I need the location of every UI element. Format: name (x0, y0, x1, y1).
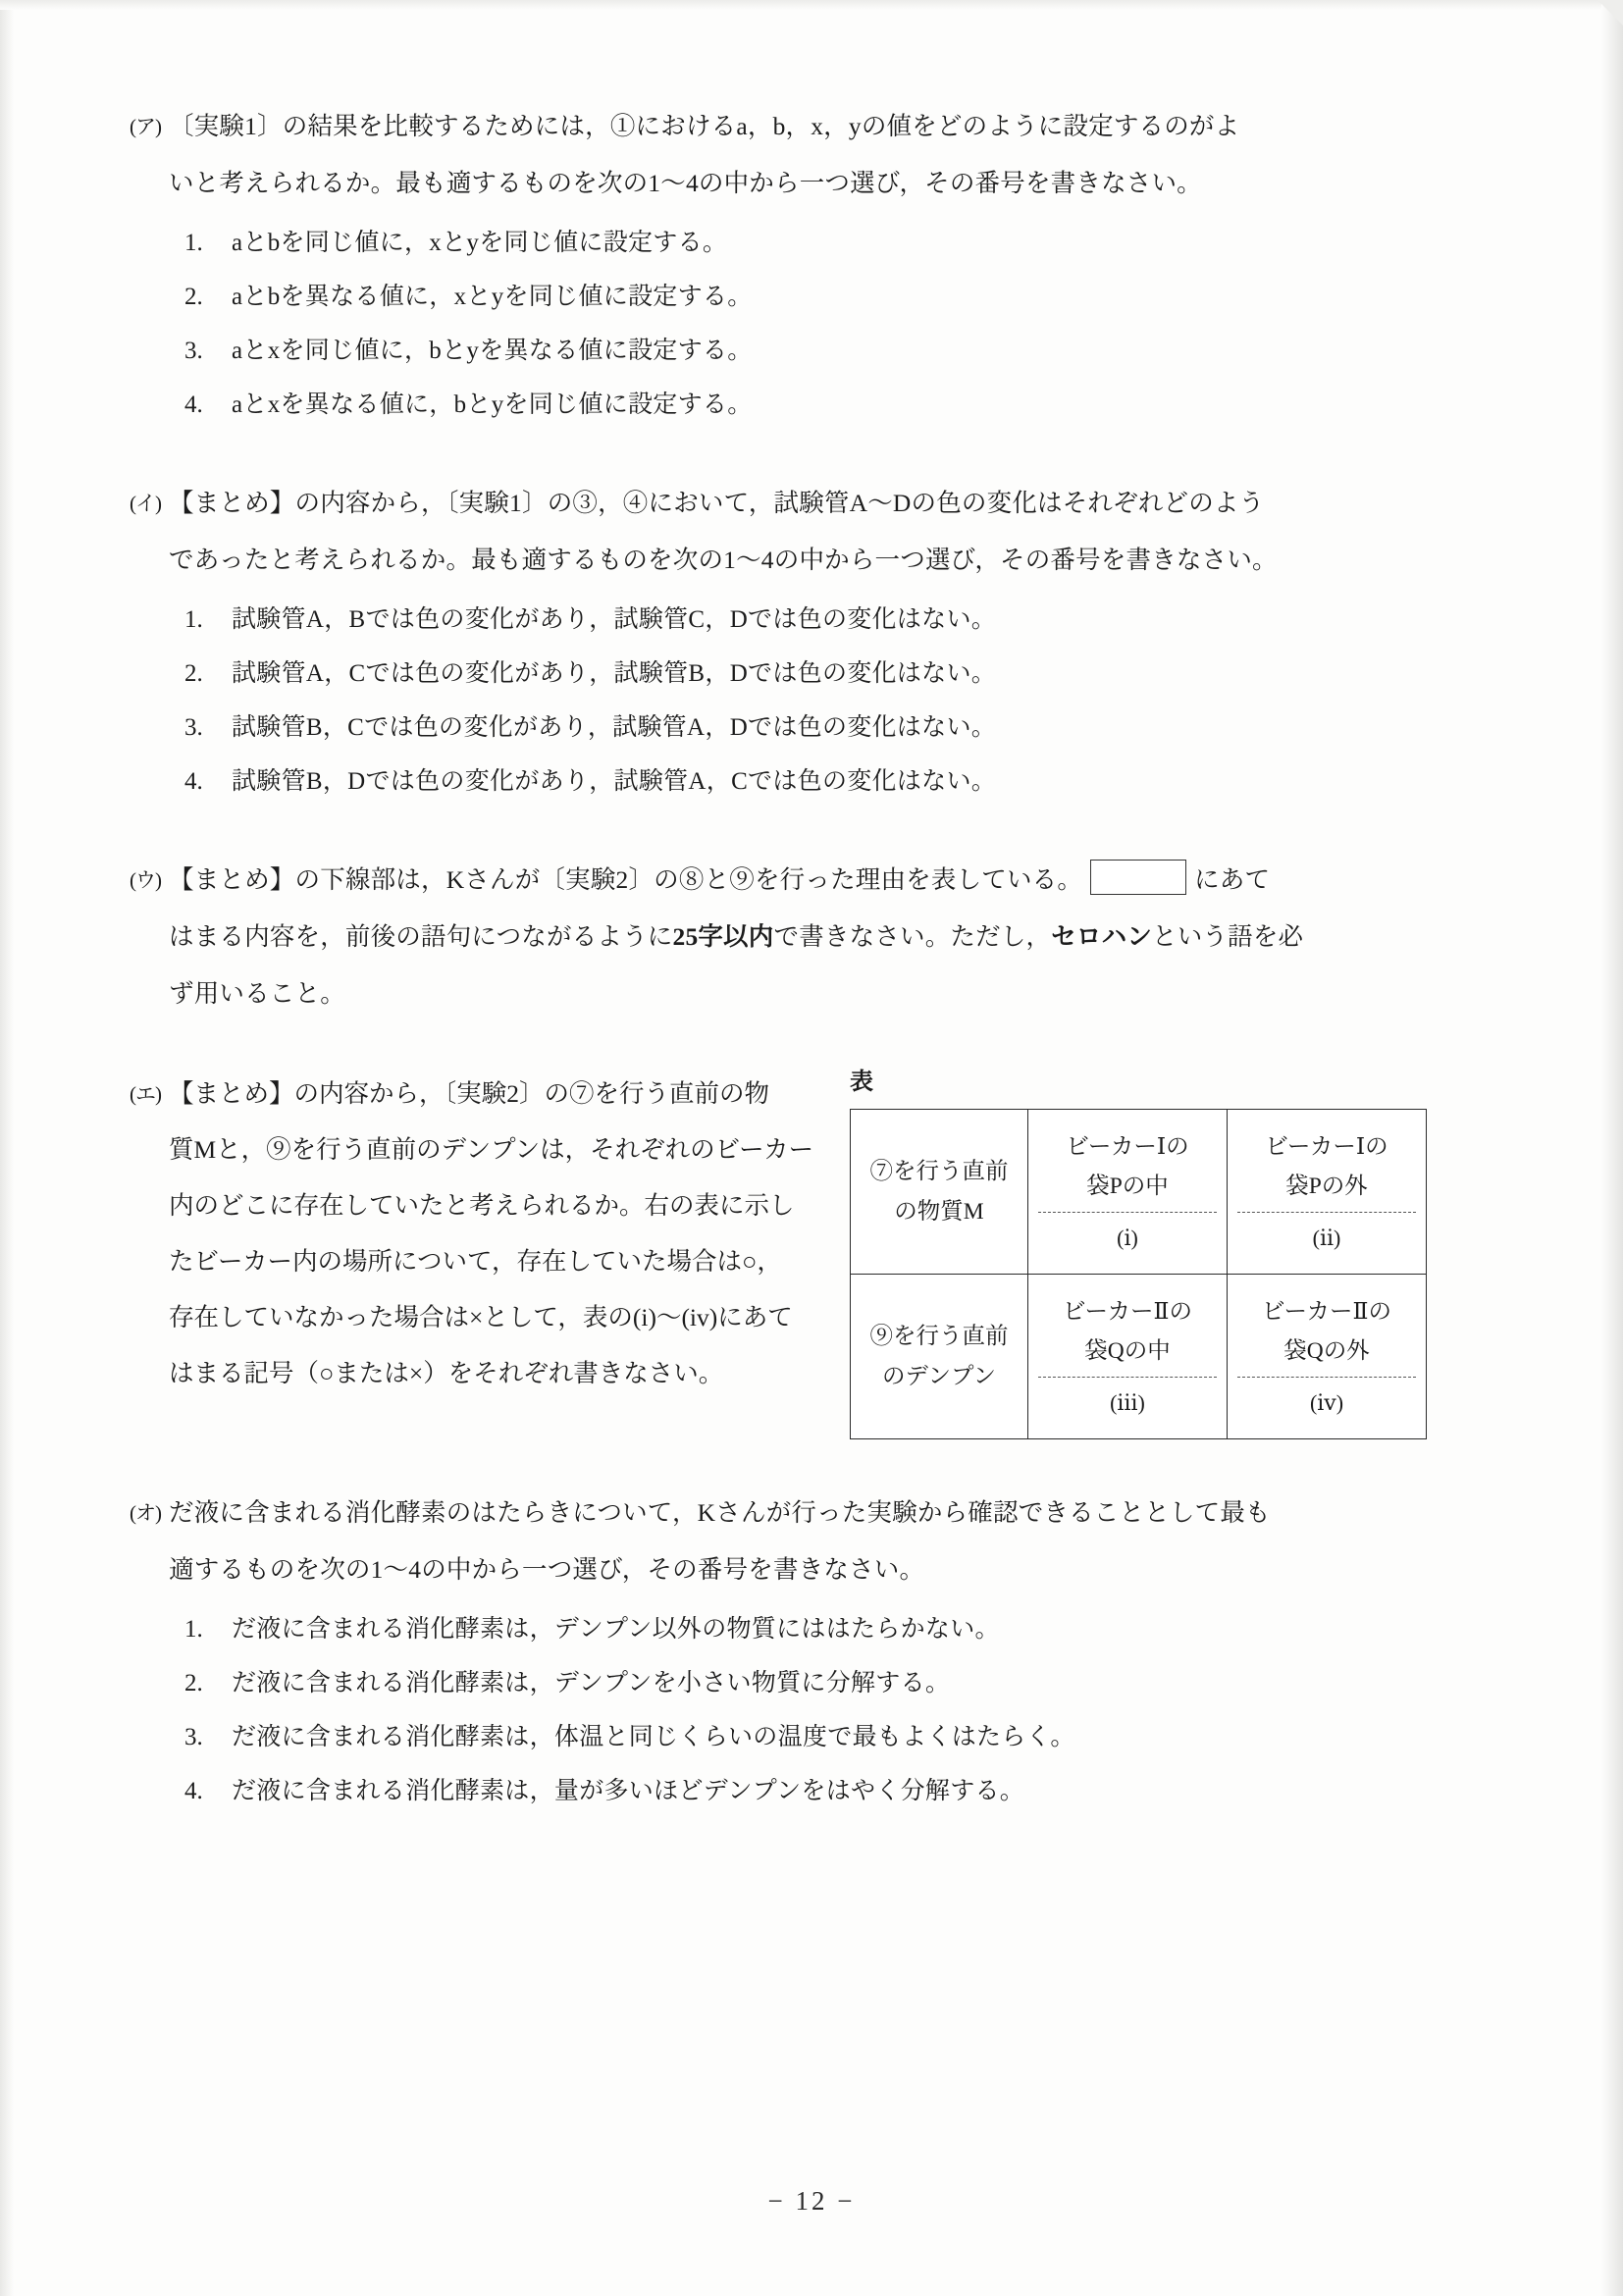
option-label: aとxを異なる値に，bとyを同じ値に設定する。 (232, 391, 753, 418)
question-u-line-1 (169, 852, 1513, 909)
option-number: 2. (184, 1670, 203, 1696)
table-row-label-line-1: ⑨を行う直前 (869, 1323, 1009, 1349)
option-item[interactable] (184, 1710, 1513, 1764)
question-o-line-2: 適するものを次の1～4の中から一つ選び，その番号を書きなさい。 (169, 1555, 925, 1584)
table-cell[interactable] (1228, 1275, 1427, 1439)
table-cell[interactable] (1228, 1110, 1427, 1275)
question-i-header (130, 475, 1513, 589)
question-u-line-3: ず用いること。 (169, 979, 345, 1008)
question-e-text-column (130, 1066, 816, 1401)
question-a-text (169, 98, 1513, 212)
option-label: 試験管A，Bでは色の変化があり，試験管C，Dでは色の変化はない。 (232, 606, 997, 633)
question-a-line-2: いと考えられるか。最も適するものを次の1～4の中から一つ選び，その番号を書きなさい。 (169, 169, 1202, 197)
option-number: 4. (184, 391, 203, 418)
question-e-line-5: 存在していなかった場合は×として，表の(i)～(iv)にあて (169, 1303, 793, 1331)
table-cell[interactable] (1028, 1275, 1228, 1439)
table-cell-header (1034, 1282, 1221, 1377)
option-item[interactable] (184, 216, 1513, 270)
table-cell-header-line-2: 袋Pの外 (1285, 1174, 1368, 1199)
question-o (130, 1485, 1513, 1818)
question-e-header (130, 1066, 816, 1401)
table-cell-header (1233, 1282, 1420, 1377)
option-number: 1. (184, 606, 203, 633)
question-a (130, 98, 1513, 432)
question-a-marker: (ア) (130, 115, 161, 138)
option-number: 3. (184, 1724, 203, 1750)
char-limit-emphasis: 25字以内 (672, 922, 774, 951)
answer-table (850, 1109, 1427, 1439)
table-cell-header-line-2: 袋Qの中 (1084, 1338, 1171, 1364)
table-cell-header-line-1: ビーカーⅠの (1066, 1134, 1189, 1160)
question-e-line-4: たビーカー内の場所について，存在していた場合は○， (169, 1247, 782, 1276)
question-e-line-1: 【まとめ】の内容から，〔実験2〕の⑦を行う直前の物 (169, 1079, 770, 1108)
page-content (130, 98, 1513, 1861)
table-cell-answer-slot[interactable]: (ⅲ) (1110, 1390, 1145, 1415)
table-row-label (851, 1110, 1028, 1275)
table-cell-answer-slot[interactable]: (ⅰ) (1117, 1226, 1138, 1250)
question-i-marker: (イ) (130, 492, 161, 515)
option-number: 2. (184, 660, 203, 687)
question-i-line-2: であったと考えられるか。最も適するものを次の1～4の中から一つ選び，その番号を書きなさい。 (169, 546, 1278, 574)
option-label: だ液に含まれる消化酵素は，デンプン以外の物質にははたらかない。 (232, 1616, 1000, 1643)
table-cell-header (1034, 1118, 1221, 1212)
question-i-options (130, 593, 1513, 809)
question-e-text (169, 1066, 814, 1401)
option-label: aとxを同じ値に，bとyを異なる値に設定する。 (232, 338, 753, 364)
table-row-label (851, 1275, 1028, 1439)
question-e-table-column (850, 1066, 1427, 1439)
question-u-text (169, 852, 1513, 1022)
option-label: 試験管A，Cでは色の変化があり，試験管B，Dでは色の変化はない。 (232, 660, 997, 687)
option-number: 4. (184, 768, 203, 795)
question-o-text (169, 1485, 1513, 1598)
question-u-line-2 (169, 909, 1513, 965)
table-cell-answer-slot[interactable]: (ⅳ) (1309, 1390, 1344, 1415)
option-label: aとbを同じ値に，xとyを同じ値に設定する。 (232, 230, 728, 256)
table-cell-answer-slot[interactable]: (ⅱ) (1312, 1226, 1341, 1250)
question-e-line-3: 内のどこに存在していたと考えられるか。右の表に示し (169, 1191, 795, 1220)
question-u-line-2-part-c: という語を必 (1152, 922, 1304, 951)
question-e (130, 1066, 1513, 1439)
option-label: 試験管B，Cでは色の変化があり，試験管A，Dでは色の変化はない。 (232, 714, 997, 741)
option-number: 4. (184, 1778, 203, 1804)
option-label: だ液に含まれる消化酵素は，体温と同じくらいの温度で最もよくはたらく。 (232, 1724, 1075, 1750)
option-label: だ液に含まれる消化酵素は，量が多いほどデンプンをはやく分解する。 (232, 1778, 1025, 1804)
question-u-marker: (ウ) (130, 868, 161, 892)
answer-blank-box[interactable] (1090, 860, 1186, 895)
option-item[interactable] (184, 647, 1513, 701)
option-item[interactable] (184, 324, 1513, 378)
question-o-options (130, 1602, 1513, 1818)
option-item[interactable] (184, 593, 1513, 647)
table-caption: 表 (850, 1070, 873, 1095)
question-o-marker: (オ) (130, 1501, 161, 1525)
table-cell-header-line-2: 袋Pの中 (1086, 1174, 1169, 1199)
option-number: 2. (184, 284, 203, 310)
table-cell-header-line-1: ビーカーⅠの (1265, 1134, 1388, 1160)
question-u-line-2-part-a: はまる内容を，前後の語句につながるように (169, 922, 673, 951)
option-item[interactable] (184, 378, 1513, 432)
question-o-line-1: だ液に含まれる消化酵素のはたらきについて，Kさんが行った実験から確認できることとして最も (169, 1498, 1271, 1527)
question-e-line-6: はまる記号（○または×）をそれぞれ書きなさい。 (169, 1359, 724, 1387)
table-cell-header-line-1: ビーカーⅡの (1261, 1299, 1392, 1325)
question-u-header (130, 852, 1513, 1022)
option-item[interactable] (184, 701, 1513, 755)
option-item[interactable] (184, 270, 1513, 324)
option-number: 3. (184, 714, 203, 741)
option-number: 3. (184, 338, 203, 364)
table-cell-header-line-1: ビーカーⅡの (1062, 1299, 1193, 1325)
question-e-line-2: 質Mと，⑨を行う直前のデンプンは，それぞれのビーカー (169, 1135, 814, 1164)
table-row-label-line-2: の物質M (894, 1198, 984, 1225)
option-item[interactable] (184, 1602, 1513, 1656)
question-a-line-1: 〔実験1〕の結果を比較するためには，①におけるa，b，x，yの値をどのように設定するのがよ (169, 112, 1240, 140)
question-a-header (130, 98, 1513, 212)
option-item[interactable] (184, 1764, 1513, 1818)
option-number: 1. (184, 230, 203, 256)
page-number: − 12 − (767, 2186, 856, 2216)
question-u-line-1-part-b: にあて (1194, 865, 1271, 894)
table-row (851, 1275, 1427, 1439)
question-i-text (169, 475, 1513, 589)
table-row-label-line-2: のデンプン (881, 1363, 997, 1389)
question-i (130, 475, 1513, 809)
table-cell[interactable] (1028, 1110, 1228, 1275)
option-label: だ液に含まれる消化酵素は，デンプンを小さい物質に分解する。 (232, 1670, 951, 1696)
option-number: 1. (184, 1616, 203, 1643)
question-u-line-1-part-a: 【まとめ】の下線部は，Kさんが〔実験2〕の⑧と⑨を行った理由を表している。 (169, 865, 1083, 894)
question-e-marker: (エ) (130, 1082, 161, 1106)
question-o-header (130, 1485, 1513, 1598)
option-label: 試験管B，Dでは色の変化があり，試験管A，Cでは色の変化はない。 (232, 768, 997, 795)
option-label: aとbを異なる値に，xとyを同じ値に設定する。 (232, 284, 753, 310)
scan-edge-left (0, 0, 14, 2296)
table-row-label-line-1: ⑦を行う直前 (869, 1158, 1009, 1184)
option-item[interactable] (184, 755, 1513, 809)
question-i-line-1: 【まとめ】の内容から，〔実験1〕の③，④において，試験管A～Dの色の変化はそれぞれどのよう (169, 489, 1265, 517)
required-term-emphasis: セロハン (1051, 922, 1153, 951)
scan-edge-top (0, 0, 1623, 10)
table-cell-header (1233, 1118, 1420, 1212)
page-corner-fold (1597, 0, 1623, 26)
question-u (130, 852, 1513, 1022)
question-a-options (130, 216, 1513, 432)
table-cell-header-line-2: 袋Qの外 (1283, 1338, 1370, 1364)
table-row (851, 1110, 1427, 1275)
option-item[interactable] (184, 1656, 1513, 1710)
scan-edge-right (1601, 0, 1623, 2296)
question-u-line-2-part-b: で書きなさい。ただし， (773, 922, 1052, 951)
